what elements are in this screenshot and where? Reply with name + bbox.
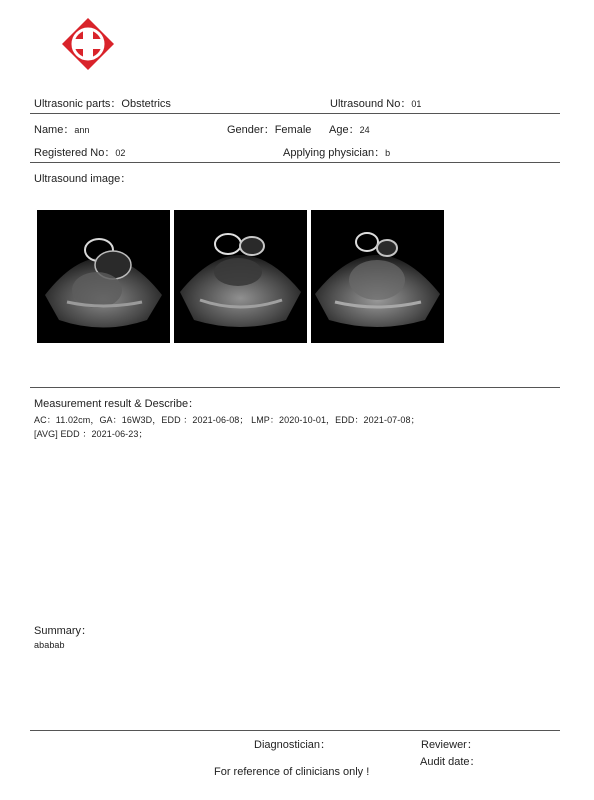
ultrasound-image-3[interactable]	[311, 210, 444, 343]
divider-line	[30, 387, 560, 388]
ultrasound-image-label: Ultrasound image：	[34, 173, 132, 185]
ultrasound-no-label: Ultrasound No：01	[330, 98, 422, 110]
summary-text: ababab	[34, 640, 65, 650]
ultrasonic-parts-label: Ultrasonic parts：Obstetrics	[34, 98, 171, 110]
age-value: 24	[359, 125, 370, 135]
ultrasound-image-2[interactable]	[174, 210, 307, 343]
disclaimer-text: For reference of clinicians only !	[214, 766, 370, 778]
measurement-label: Measurement result & Describe：	[34, 398, 200, 410]
audit-date-label: Audit date：	[420, 756, 481, 768]
patient-name-label: Name：ann	[34, 124, 90, 136]
applying-physician-value: b	[385, 148, 391, 158]
divider-line	[30, 113, 560, 114]
registered-no-value: 02	[115, 148, 126, 158]
ultrasonic-parts-value: Obstetrics	[121, 98, 171, 110]
ultrasound-no-value: 01	[411, 99, 422, 109]
divider-line	[30, 162, 560, 163]
gender-value: Female	[274, 124, 312, 136]
patient-name-value: ann	[74, 125, 90, 135]
age-label: Age：24	[329, 124, 370, 136]
registered-no-label: Registered No：02	[34, 147, 126, 159]
hospital-logo-icon	[60, 16, 116, 72]
divider-line	[30, 730, 560, 731]
measurement-line-1: AC：11.02cm，GA：16W3D，EDD ：2021-06-08； LMP：2020-10-01，EDD：2021-07-08；	[34, 415, 420, 425]
measurement-line-2: [AVG] EDD ：2021-06-23；	[34, 429, 148, 439]
applying-physician-label: Applying physician：b	[283, 147, 391, 159]
gender-label: Gender：Female	[227, 124, 312, 136]
diagnostician-label: Diagnostician：	[254, 739, 332, 751]
ultrasound-image-1[interactable]	[37, 210, 170, 343]
summary-label: Summary：	[34, 625, 93, 637]
reviewer-label: Reviewer：	[421, 739, 478, 751]
